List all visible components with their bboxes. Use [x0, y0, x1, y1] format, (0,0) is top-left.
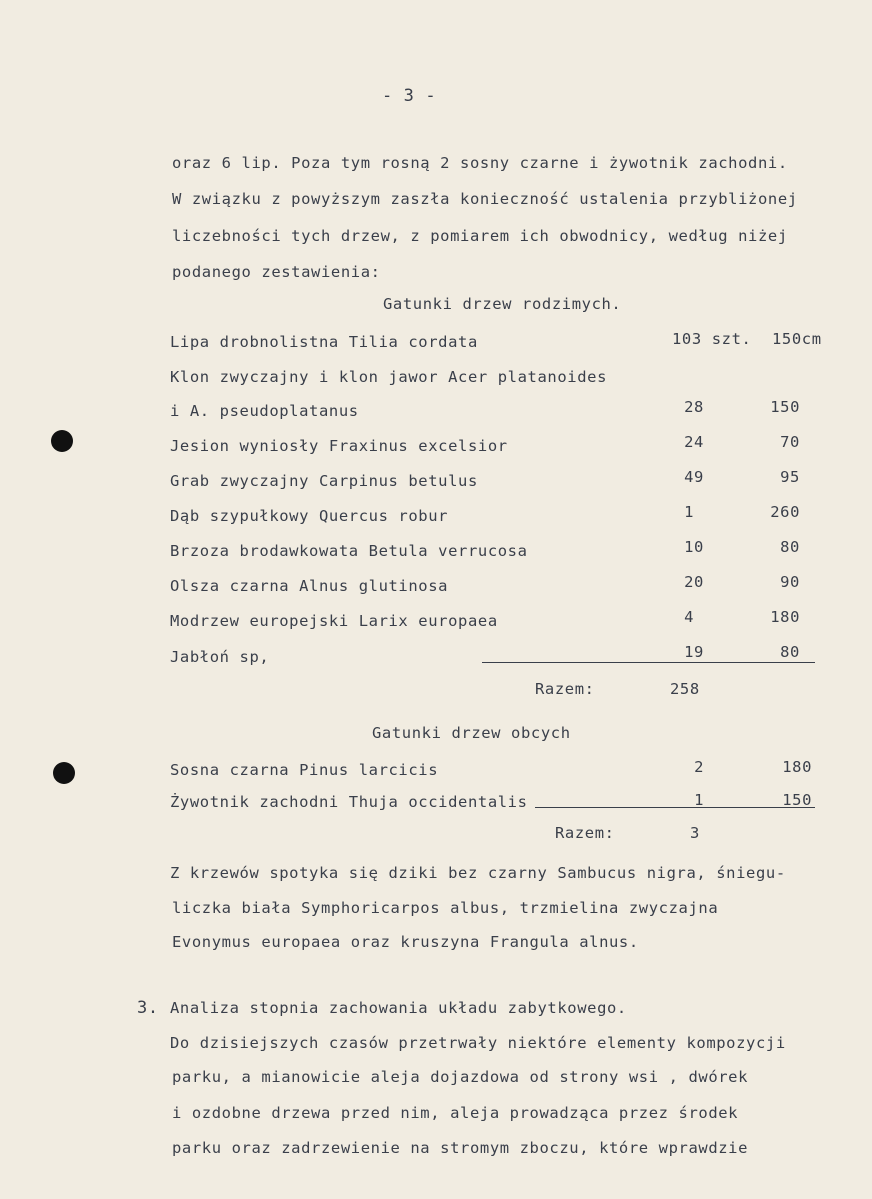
native-heading: Gatunki drzew rodzimych.: [383, 295, 622, 313]
species-circumference: 180: [770, 608, 800, 626]
sum-underline: [535, 807, 815, 808]
species-name: Klon zwyczajny i klon jawor Acer platanoides: [170, 368, 607, 386]
species-circumference: 260: [770, 503, 800, 521]
species-count: 103 szt.: [672, 330, 752, 348]
section-line: parku oraz zadrzewienie na stromym zboczu, które wprawdzie: [172, 1139, 749, 1157]
species-circumference: 70: [780, 433, 800, 451]
species-circumference: 90: [780, 573, 800, 591]
species-count: 1: [684, 503, 694, 521]
species-name: Modrzew europejski Larix europaea: [170, 612, 498, 630]
species-circumference: 80: [780, 538, 800, 556]
intro-line: podanego zestawienia:: [172, 263, 381, 281]
species-count: 10: [684, 538, 704, 556]
intro-line: oraz 6 lip. Poza tym rosną 2 sosny czarne i żywotnik zachodni.: [172, 154, 788, 172]
section-line: parku, a mianowicie aleja dojazdowa od strony wsi , dwórek: [172, 1068, 749, 1086]
page-number: - 3 -: [382, 86, 437, 106]
species-circumference: 95: [780, 468, 800, 486]
shrub-line: liczka biała Symphoricarpos albus, trzmielina zwyczajna: [172, 899, 719, 917]
species-circumference: 150: [770, 398, 800, 416]
section-line: Do dzisiejszych czasów przetrwały niektóre elementy kompozycji: [170, 1034, 786, 1052]
species-name: Lipa drobnolistna Tilia cordata: [170, 333, 478, 351]
shrub-line: Z krzewów spotyka się dziki bez czarny Sambucus nigra, śniegu-: [170, 864, 786, 882]
species-name: i A. pseudoplatanus: [170, 402, 359, 420]
species-name: Jesion wyniosły Fraxinus excelsior: [170, 437, 508, 455]
species-count: 1: [694, 791, 704, 809]
species-name: Dąb szypułkowy Quercus robur: [170, 507, 449, 525]
species-name: Sosna czarna Pinus larcicis: [170, 761, 439, 779]
section-line: i ozdobne drzewa przed nim, aleja prowadząca przez środek: [172, 1104, 739, 1122]
species-name: Olsza czarna Alnus glutinosa: [170, 577, 449, 595]
species-count: 19: [684, 643, 704, 661]
punch-hole-mark: [53, 762, 75, 784]
total-label: Razem:: [535, 680, 595, 698]
species-name: Brzoza brodawkowata Betula verrucosa: [170, 542, 528, 560]
intro-line: W związku z powyższym zaszła konieczność ustalenia przybliżonej: [172, 190, 798, 208]
section-number: 3.: [137, 998, 159, 1018]
shrub-line: Evonymus europaea oraz kruszyna Frangula alnus.: [172, 933, 639, 951]
total-value: 258: [670, 680, 700, 698]
species-count: 49: [684, 468, 704, 486]
species-count: 4: [684, 608, 694, 626]
total-value: 3: [690, 824, 700, 842]
punch-hole-mark: [51, 430, 73, 452]
total-label: Razem:: [555, 824, 615, 842]
species-name: Grab zwyczajny Carpinus betulus: [170, 472, 478, 490]
species-count: 2: [694, 758, 704, 776]
foreign-heading: Gatunki drzew obcych: [372, 724, 571, 742]
species-name: Żywotnik zachodni Thuja occidentalis: [170, 793, 528, 811]
species-circumference: 80: [780, 643, 800, 661]
species-circumference: 150: [782, 791, 812, 809]
species-name: Jabłoń sp,: [170, 648, 270, 666]
species-count: 28: [684, 398, 704, 416]
species-count: 20: [684, 573, 704, 591]
species-circumference: 150cm: [772, 330, 822, 348]
sum-underline: [482, 662, 815, 663]
species-circumference: 180: [782, 758, 812, 776]
intro-line: liczebności tych drzew, z pomiarem ich obwodnicy, według niżej: [172, 227, 788, 245]
section-title: Analiza stopnia zachowania układu zabytkowego.: [170, 999, 627, 1017]
species-count: 24: [684, 433, 704, 451]
